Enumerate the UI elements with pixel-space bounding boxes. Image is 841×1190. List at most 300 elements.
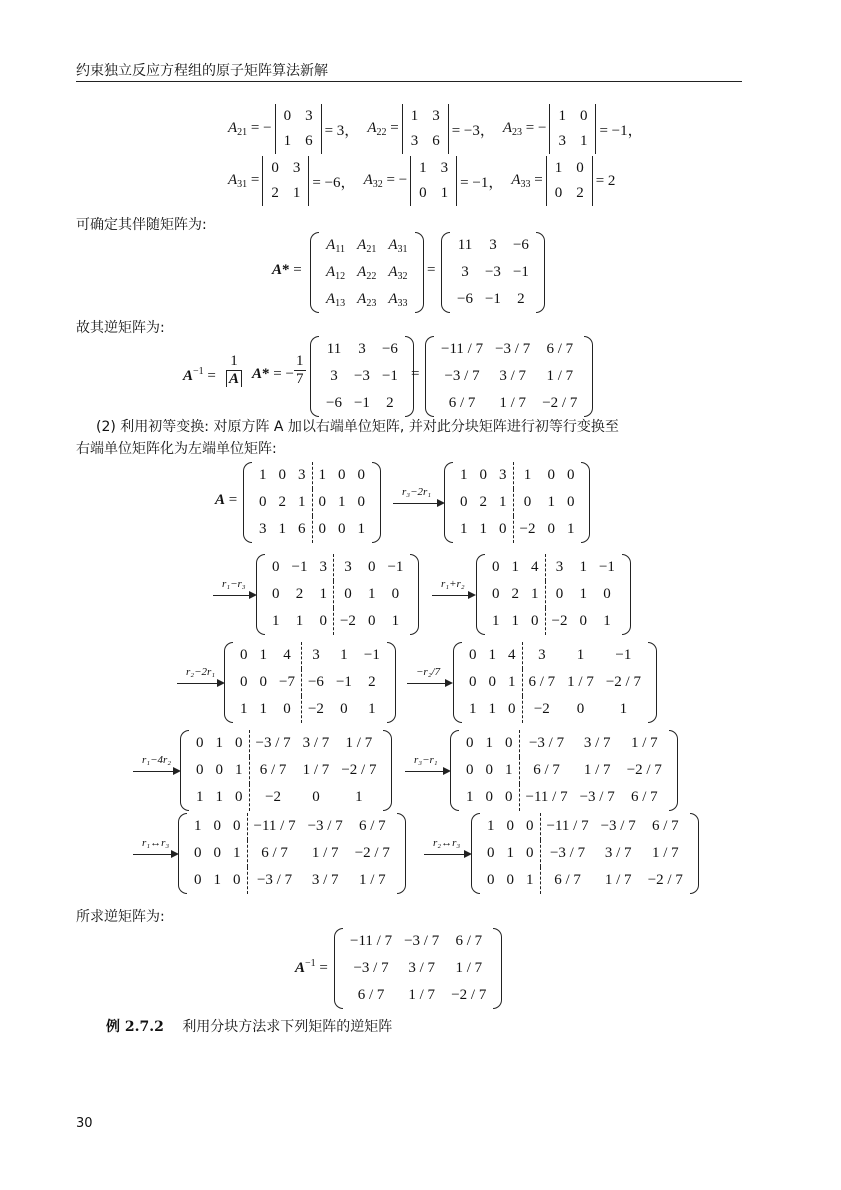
matrix-cell: −1 [615, 647, 632, 663]
op5-label: −r₂/7 [416, 666, 441, 678]
matrix-cell: 0 [566, 494, 575, 510]
det-cell: 3 [440, 160, 449, 176]
header-rule [76, 81, 742, 82]
det-cell: 0 [271, 160, 279, 176]
det-cell: 0 [554, 185, 563, 201]
matrix-cell: 4 [531, 559, 539, 575]
matrix-cell: 0 [531, 613, 539, 629]
right-paren [387, 642, 396, 723]
left-paren [425, 336, 434, 417]
matrix-cell: 6 / 7 [546, 341, 574, 357]
matrix-cell: 0 [194, 872, 202, 888]
matrix-cell: 0 [492, 559, 500, 575]
matrix-cell: 11 [326, 341, 342, 357]
right-paren [648, 642, 657, 723]
matrix-cell: $A_{12}$ [326, 263, 346, 282]
matrix-cell: 0 [340, 701, 348, 717]
det-cell: 2 [576, 185, 584, 201]
right-paren [536, 232, 545, 313]
matrix-cell: 0 [196, 735, 204, 751]
matrix-cell: 6 / 7 [358, 818, 386, 834]
matrix-cell: −11 / 7 [441, 341, 484, 357]
matrix-cell: 3 / 7 [583, 735, 611, 751]
matrix-cell: 1 [213, 872, 221, 888]
matrix-cell: −2 / 7 [605, 674, 641, 690]
matrix-cell: −3 / 7 [247, 867, 302, 894]
det-cell: 0 [419, 185, 427, 201]
right-paren [622, 554, 631, 635]
det-cell: 1 [554, 160, 563, 176]
matrix-cell: 4 [283, 647, 291, 663]
left-paren [310, 232, 319, 313]
op7-label: r₃−r₁ [414, 754, 438, 766]
matrix-cell: 3 [330, 368, 338, 384]
matrix-cell: 0 [357, 494, 365, 510]
equals-sign: = [427, 262, 436, 278]
page-number: 30 [76, 1116, 93, 1131]
matrix-cell: −2 / 7 [542, 395, 578, 411]
matrix-cell: 0 [319, 613, 327, 629]
matrix-cell: 0 [460, 494, 468, 510]
matrix-cell: 1 [460, 521, 468, 537]
left-paren [224, 642, 233, 723]
matrix-cell: 1 / 7 [408, 987, 435, 1003]
matrix-cell: 11 [457, 237, 473, 253]
op4-label: r₂−2r₁ [186, 666, 216, 678]
det-bar [592, 156, 593, 206]
matrix-cell: 6 / 7 [519, 757, 574, 784]
matrix-cell: 0 [391, 586, 400, 602]
matrix-cell: 0 [235, 735, 243, 751]
matrix-cell: 0 [487, 845, 495, 861]
matrix-cell: 3 [301, 642, 329, 669]
matrix-cell: −3 / 7 [600, 818, 636, 834]
matrix-cell: −3 / 7 [579, 789, 615, 805]
matrix-cell: −6 [326, 395, 342, 411]
matrix-cell: 1 [215, 789, 223, 805]
matrix-cell: 1 [499, 494, 507, 510]
matrix-cell: 1 [492, 613, 500, 629]
adjugate-intro: 可确定其伴随矩阵为: [76, 217, 207, 233]
matrix-cell: 1 [357, 521, 365, 537]
matrix-cell: 1 [566, 521, 575, 537]
matrix-cell: 0 [259, 674, 267, 690]
left-paren [471, 813, 480, 894]
matrix-cell: −11 / 7 [247, 813, 302, 840]
matrix-cell: 0 [466, 762, 474, 778]
matrix-cell: 1 [319, 586, 327, 602]
matrix-cell: 0 [579, 613, 587, 629]
matrix-cell: 0 [213, 818, 221, 834]
matrix-cell: 1 [312, 462, 332, 489]
det-cell: 1 [283, 133, 292, 149]
matrix-cell: 0 [278, 467, 286, 483]
matrix-cell: 0 [333, 581, 361, 608]
left-paren [310, 336, 319, 417]
cofactor-label: $A_{33}$ = [511, 172, 543, 190]
matrix-cell: −3 / 7 [249, 730, 297, 757]
equals-sign-2: = [411, 366, 420, 382]
arrow-op5 [407, 683, 451, 684]
matrix-cell: $A_{33}$ [388, 290, 408, 309]
matrix-cell: 0 [513, 489, 541, 516]
left-paren [334, 928, 343, 1009]
cofactor-value: = −1， [599, 122, 643, 139]
matrix-cell: 0 [367, 613, 376, 629]
augmented-matrix-4 [226, 642, 394, 723]
right-paren [383, 730, 392, 811]
right-paren [581, 462, 590, 543]
matrix-cell: 0 [240, 647, 248, 663]
cofactor-row-3 [228, 156, 615, 206]
det-cell: 0 [283, 108, 292, 124]
matrix-cell: −1 [363, 647, 380, 663]
matrix-cell: 0 [312, 516, 332, 543]
example-heading [106, 1016, 392, 1036]
matrix-cell: 1 [367, 586, 376, 602]
matrix-cell: 1 [298, 494, 306, 510]
matrix-cell: 4 [508, 647, 516, 663]
matrix-cell: 3 [358, 341, 366, 357]
matrix-cell: 1 [469, 701, 477, 717]
matrix-cell: 1 [505, 762, 513, 778]
det-cell: 0 [579, 108, 588, 124]
det-cell: 6 [305, 133, 313, 149]
det-cell: 1 [410, 108, 419, 124]
arrow-op7 [405, 771, 449, 772]
matrix-cell: 0 [196, 762, 204, 778]
matrix-cell: 1 [196, 789, 204, 805]
matrix-cell: 1 [466, 789, 474, 805]
matrix-cell: 0 [492, 586, 500, 602]
det-cell: 1 [292, 185, 301, 201]
matrix-cell: 0 [357, 467, 365, 483]
matrix-cell: 0 [235, 789, 243, 805]
matrix-cell: −6 [301, 669, 329, 696]
op9-label: r₂↔r₃ [433, 837, 461, 849]
left-paren [450, 730, 459, 811]
final-inverse-lhs: $A^{-1}$ = [295, 958, 328, 976]
matrix-cell: 1 [488, 647, 496, 663]
matrix-cell: 1 / 7 [455, 960, 483, 976]
matrix-cell: 3 [333, 554, 361, 581]
matrix-cell: 3 [545, 554, 573, 581]
matrix-cell: −1 [387, 559, 404, 575]
matrix-cell: 6 / 7 [540, 867, 595, 894]
matrix-cell: 0 [283, 701, 291, 717]
cofactor-label: $A_{23}$ = − [502, 120, 547, 138]
matrix-cell: 1 [526, 872, 534, 888]
matrix-cell: 1 [603, 613, 611, 629]
matrix-cell: $A_{32}$ [388, 263, 408, 282]
matrix-cell: 1 [619, 701, 628, 717]
right-paren [372, 462, 381, 543]
matrix-cell: 0 [547, 521, 555, 537]
matrix-cell: 1 [340, 647, 348, 663]
example-label: 例 2.7.2 [106, 1019, 164, 1035]
matrix-cell: 1 [391, 613, 400, 629]
matrix-cell: 0 [259, 494, 267, 510]
matrix-cell: 3 / 7 [604, 845, 632, 861]
matrix-cell: 0 [272, 586, 280, 602]
augmented-matrix-1 [446, 462, 588, 543]
right-paren [584, 336, 593, 417]
matrix-cell: $A_{31}$ [388, 236, 408, 255]
matrix-cell: −1 [291, 559, 308, 575]
det-cell: 1 [558, 108, 566, 124]
det-cell: 1 [440, 185, 449, 201]
matrix-cell: 1 [488, 701, 496, 717]
matrix-cell: 1 / 7 [630, 735, 658, 751]
augmented-matrix-2 [258, 554, 417, 635]
adjugate-lhs: A* = [272, 262, 302, 278]
cofactor-label: $A_{22}$ = [367, 120, 399, 138]
matrix-cell: 0 [469, 674, 477, 690]
det-bar [262, 156, 263, 206]
result-intro: 所求逆矩阵为: [76, 909, 165, 925]
matrix-cell: 0 [603, 586, 611, 602]
det-cell: 3 [558, 133, 566, 149]
matrix-cell: 1 [479, 521, 487, 537]
matrix-cell: 1 [485, 735, 493, 751]
matrix-cell: 0 [487, 872, 495, 888]
matrix-cell: 0 [508, 701, 516, 717]
matrix-cell: −3 / 7 [519, 730, 574, 757]
matrix-cell: 3 [461, 264, 469, 280]
matrix-cell: 0 [240, 674, 248, 690]
left-paren [256, 554, 265, 635]
matrix-cell: 1 [235, 762, 243, 778]
matrix-cell: $A_{22}$ [357, 263, 377, 282]
determinant [410, 156, 457, 206]
matrix-cell: 0 [194, 845, 202, 861]
matrix-cell: 0 [505, 735, 513, 751]
matrix-cell: −1 [353, 395, 370, 411]
right-paren [410, 554, 419, 635]
arrow-op8 [133, 854, 177, 855]
arrow-op4 [177, 683, 223, 684]
matrix-cell: 0 [576, 701, 585, 717]
matrix-cell: 2 [295, 586, 304, 602]
determinant [262, 156, 309, 206]
matrix-cell: −2 / 7 [341, 762, 377, 778]
cofactor-label: $A_{21}$ = − [228, 120, 272, 138]
matrix-cell: 0 [213, 845, 221, 861]
augmented-matrix-6 [182, 730, 390, 811]
left-paren [243, 462, 252, 543]
augmented-matrix-0 [245, 462, 379, 543]
matrix-cell: 2 [278, 494, 286, 510]
cofactor-value: = 3， [324, 122, 360, 139]
arrow-op2 [213, 595, 255, 596]
matrix-cell: 2 [479, 494, 487, 510]
matrix-cell: 1 [278, 521, 286, 537]
matrix-cell: 1 [215, 735, 223, 751]
matrix-cell: 0 [469, 647, 477, 663]
matrix-cell: 0 [499, 521, 507, 537]
matrix-cell: −2 [513, 516, 541, 543]
matrix-cell: −11 / 7 [519, 784, 574, 811]
matrix-cell: 1 [460, 467, 468, 483]
left-paren [441, 232, 450, 313]
det-bar [448, 104, 449, 154]
matrix-cell: 0 [312, 489, 332, 516]
matrix-cell: 1 [508, 674, 516, 690]
op8-label: r₁↔r₃ [142, 837, 170, 849]
matrix-cell: 1 [579, 559, 587, 575]
matrix-cell: 0 [485, 789, 493, 805]
right-paren [669, 730, 678, 811]
matrix-cell: $A_{13}$ [326, 290, 346, 309]
matrix-cell: 6 / 7 [455, 933, 483, 949]
method2-line2: 右端单位矩阵化为左端单位矩阵: [76, 441, 277, 457]
matrix-cell: 1 [368, 701, 376, 717]
matrix-cell: 6 / 7 [247, 840, 302, 867]
matrix-cell: 2 [386, 395, 394, 411]
left-paren [444, 462, 453, 543]
arrow-op1 [393, 503, 443, 504]
matrix-cell: 1 / 7 [345, 735, 373, 751]
determinant [549, 104, 596, 154]
matrix-cell: 0 [338, 467, 346, 483]
det-bar [546, 156, 547, 206]
matrix-cell: −2 [545, 608, 573, 635]
det-cell: 1 [579, 133, 588, 149]
inverse-numeric-matrix [312, 336, 412, 417]
det-cell: 6 [432, 133, 440, 149]
matrix-cell: −1 [381, 368, 398, 384]
augmented-matrix-8 [180, 813, 404, 894]
det-bar [595, 104, 596, 154]
matrix-cell: −3 / 7 [495, 341, 531, 357]
matrix-cell: −2 [522, 696, 561, 723]
matrix-cell: 3 / 7 [311, 872, 339, 888]
matrix-cell: 2 [511, 586, 519, 602]
det-bar [308, 156, 309, 206]
matrix-cell: −1 [335, 674, 352, 690]
matrix-cell: 6 / 7 [357, 987, 385, 1003]
cofactor-value: = −3， [451, 122, 495, 139]
matrix-cell: 1 / 7 [311, 845, 339, 861]
matrix-cell: 0 [526, 818, 534, 834]
matrix-cell: 2 [368, 674, 376, 690]
final-inverse-matrix [336, 928, 500, 1009]
matrix-cell: 1 [272, 613, 280, 629]
cofactor-row-2 [228, 104, 643, 154]
determinant [402, 104, 449, 154]
cofactor-value: = 2 [595, 172, 616, 189]
matrix-cell: −3 / 7 [444, 368, 480, 384]
matrix-cell: 1 [511, 613, 519, 629]
matrix-cell: −1 [598, 559, 615, 575]
left-paren [178, 813, 187, 894]
matrix-cell: 1 [547, 494, 555, 510]
op1-label: r₃−2r₁ [402, 486, 432, 498]
det-cell: 2 [271, 185, 279, 201]
matrix-cell: 1 [579, 586, 587, 602]
inverse-result-matrix [427, 336, 591, 417]
det-cell: 3 [292, 160, 301, 176]
matrix-cell: −3 / 7 [307, 818, 343, 834]
adjugate-numeric-matrix [443, 232, 543, 313]
augmented-lhs: A = [215, 492, 238, 508]
matrix-cell: 6 / 7 [651, 818, 679, 834]
matrix-cell: 1 [506, 845, 514, 861]
matrix-cell: 0 [485, 762, 493, 778]
matrix-cell: 1 / 7 [546, 368, 574, 384]
matrix-cell: −11 / 7 [540, 813, 595, 840]
matrix-cell: 1 / 7 [567, 674, 594, 690]
left-paren [453, 642, 462, 723]
matrix-cell: −2 [333, 608, 361, 635]
adjugate-times: A* = − [252, 366, 294, 382]
inverse-lhs: $A^{-1}$ = [183, 366, 216, 384]
matrix-cell: 6 / 7 [249, 757, 297, 784]
example-text: 利用分块方法求下列矩阵的逆矩阵 [182, 1019, 393, 1035]
fraction-one-over-det: $\frac{1}{A}$ [226, 353, 242, 388]
det-cell: 3 [432, 108, 440, 124]
determinant [546, 156, 593, 206]
matrix-cell: 3 [259, 521, 267, 537]
det-bar [549, 104, 550, 154]
matrix-cell: −3 / 7 [540, 840, 595, 867]
right-paren [415, 232, 424, 313]
matrix-cell: 6 [298, 521, 306, 537]
running-header: 约束独立反应方程组的原子矩阵算法新解 [76, 63, 328, 79]
det-bar [321, 104, 322, 154]
matrix-cell: 3 [298, 467, 306, 483]
matrix-cell: 3 / 7 [302, 735, 330, 751]
op6-label: r₁−4r₂ [142, 754, 172, 766]
matrix-cell: −2 / 7 [451, 987, 487, 1003]
matrix-cell: 0 [526, 845, 534, 861]
matrix-cell: 0 [233, 818, 241, 834]
matrix-cell: 3 [499, 467, 507, 483]
det-cell: 1 [419, 160, 427, 176]
matrix-cell: 0 [488, 674, 496, 690]
matrix-cell: −1 [484, 291, 501, 307]
augmented-matrix-5 [455, 642, 655, 723]
matrix-cell: 0 [506, 818, 514, 834]
adjugate-symbolic-matrix [312, 232, 422, 313]
matrix-cell: 1 [259, 701, 267, 717]
matrix-cell: −2 / 7 [354, 845, 390, 861]
matrix-cell: 3 [319, 559, 327, 575]
det-bar [456, 156, 457, 206]
matrix-cell: $A_{23}$ [357, 290, 377, 309]
matrix-cell: 0 [466, 735, 474, 751]
det-bar [410, 156, 411, 206]
matrix-cell: −7 [279, 674, 295, 690]
det-cell: 3 [410, 133, 419, 149]
det-cell: 0 [576, 160, 584, 176]
matrix-cell: 0 [312, 789, 320, 805]
matrix-cell: 0 [233, 872, 241, 888]
inverse-intro: 故其逆矩阵为: [76, 320, 165, 336]
matrix-cell: 0 [547, 467, 555, 483]
matrix-cell: 1 [240, 701, 248, 717]
matrix-cell: $A_{11}$ [326, 236, 345, 255]
matrix-cell: −6 [512, 237, 529, 253]
matrix-cell: 6 / 7 [630, 789, 658, 805]
matrix-cell: 1 [511, 559, 519, 575]
cofactor-label: $A_{31}$ = [228, 172, 260, 190]
matrix-cell: 1 [259, 647, 267, 663]
matrix-cell: −2 / 7 [626, 762, 662, 778]
matrix-cell: 2 [517, 291, 525, 307]
matrix-cell: −3 / 7 [353, 960, 389, 976]
matrix-cell: 1 [576, 647, 585, 663]
